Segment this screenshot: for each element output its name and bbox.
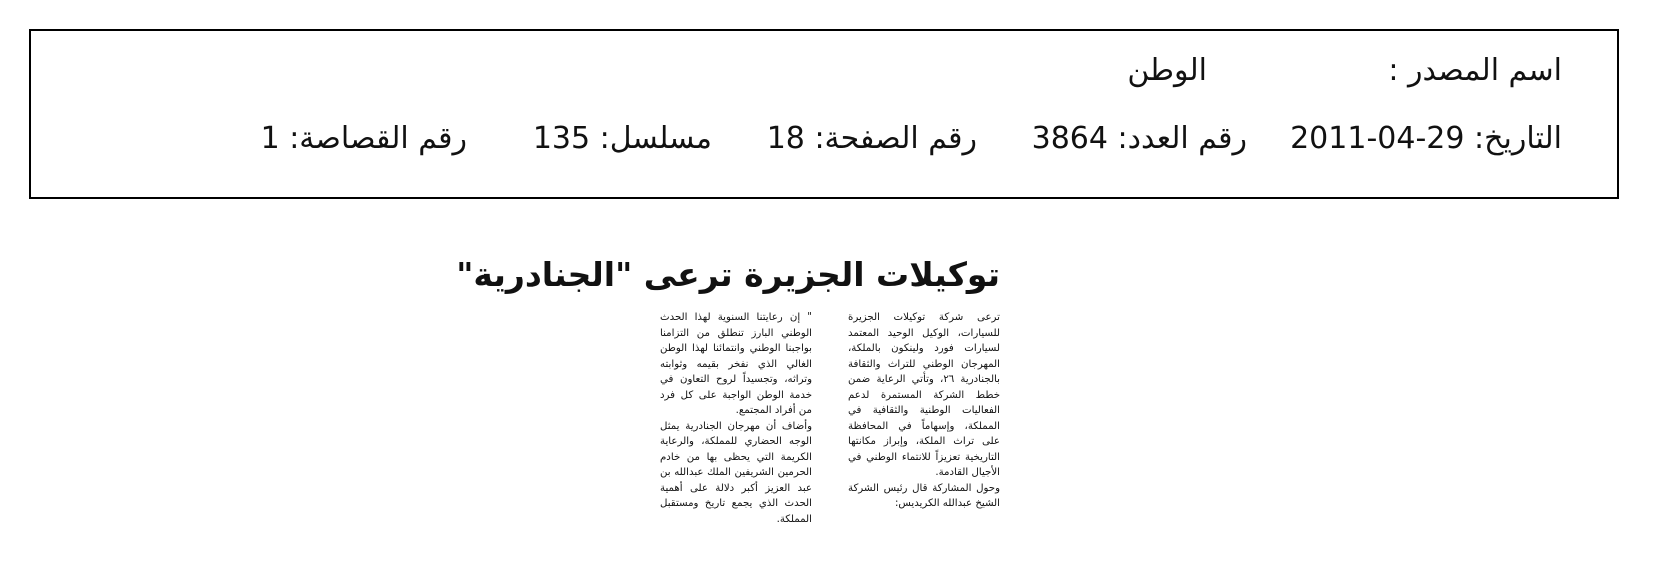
article-column-left [660, 310, 812, 527]
article-paragraph: " إن رعايتنا السنوية لهذا الحدث الوطني البارز تنطلق من التزامنا بواجبنا الوطني وانتمائنا لهذا الوطن الغالي الذي نفخر بقيمه وثوابته وتراثه، وتجسيداً لروح التعاون في خدمة الوطن الواجبة على كل فرد من أفراد المجتمع. [660, 312, 812, 416]
source-label: اسم المصدر : [1388, 53, 1562, 88]
serial-field: مسلسل: 135 [532, 121, 712, 156]
date-field: التاريخ: 29-04-2011 [1290, 121, 1562, 156]
article-title: توكيلات الجزيرة ترعى "الجنادرية" [456, 255, 1000, 294]
article-paragraph: ترعى شركة توكيلات الجزيرة للسيارات، الوكيل الوحيد المعتمد لسيارات فورد ولينكون بالملكة، المهرجان الوطني للتراث والثقافة بالجنادرية ٢٦، وتأتي الرعاية ضمن خطط الشركة المستمرة لدعم الفعاليات الوطنية والثقافية في المملكة، وإسهاماً في المحافظة على تراث الملكة، وإبراز مكانتها التاريخية تعزيزاً للانتماء الوطني في الأجيال القادمة. [848, 312, 1000, 478]
source-value: الوطن [1127, 53, 1207, 88]
newspaper-clipping [456, 255, 1000, 555]
clip-number-field: رقم القصاصة: 1 [260, 121, 467, 156]
article-paragraph: وحول المشاركة قال رئيس الشركة الشيخ عبدالله الكريديس: [848, 482, 1000, 509]
clipping-header-box [29, 29, 1619, 199]
article-column-right [848, 310, 1000, 512]
article-paragraph: وأضاف أن مهرجان الجنادرية يمثل الوجه الحضاري للمملكة، والرعاية الكريمة التي يحظى بها من خادم الحرمين الشريفين الملك عبدالله بن عبد العزيز أكبر دلالة على أهمية الحدث الذي يجمع تاريخ ومستقبل المملكة. [660, 420, 812, 525]
issue-number-field: رقم العدد: 3864 [1031, 121, 1247, 156]
page-number-field: رقم الصفحة: 18 [766, 121, 977, 156]
